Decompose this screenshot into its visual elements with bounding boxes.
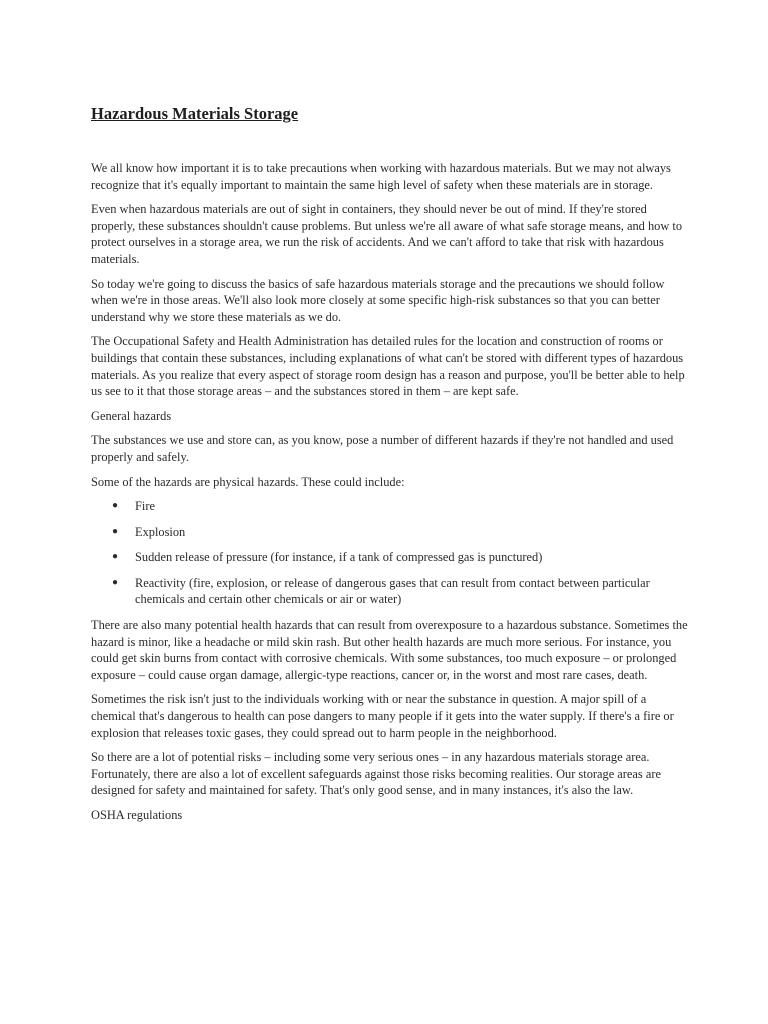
paragraph: Some of the hazards are physical hazards. These could include: <box>91 474 405 489</box>
paragraph: There are also many potential health hazards that can result from overexposure to a hazardous substance. Sometimes the hazard is minor, like a headache or mild skin rash. But other health hazards are much more serious. For instance, you could get skin burns from contact with corrosive chemicals. With some substances, too much exposure – or prolonged exposure – could cause organ damage, allergic-type reactions, cancer or, in the worst and most rare cases, death. <box>91 618 688 682</box>
bullet-icon: ● <box>112 551 119 563</box>
bullet-icon: ● <box>112 576 119 588</box>
physical-hazards-list <box>91 498 691 608</box>
list-item <box>91 524 691 541</box>
bullet-icon: ● <box>112 500 119 512</box>
paragraph: Even when hazardous materials are out of sight in containers, they should never be out of mind. If they're stored properly, these substances shouldn't cause problems. But unless we're all aware of what safe storage means, and how to protect ourselves in a storage area, we run the risk of accidents. And we can't afford to take that risk with hazardous materials. <box>91 202 683 266</box>
bullet-icon: ● <box>112 525 119 537</box>
paragraph: So today we're going to discuss the basics of safe hazardous materials storage and the precautions we should follow when we're in those areas. We'll also look more closely at some specific high-risk substances so that you can better understand why we store these materials as we do. <box>91 276 665 324</box>
document-page <box>91 104 691 832</box>
paragraph: We all know how important it is to take precautions when working with hazardous materials. But we may not always recognize that it's equally important to maintain the same high level of safety when these materials are in storage. <box>91 161 671 192</box>
list-item <box>91 498 691 515</box>
list-item <box>91 549 691 566</box>
paragraph: Sometimes the risk isn't just to the individuals working with or near the substance in question. A major spill of a chemical that's dangerous to health can pose dangers to many people if it gets into the water supply. If there's a fire or explosion that releases toxic gases, they could spread out to harm people in the neighborhood. <box>91 692 674 740</box>
paragraph: The Occupational Safety and Health Administration has detailed rules for the location and construction of rooms or buildings that contain these substances, including explanations of what can't be stored with different types of hazardous materials. As you realize that every aspect of storage room design has a reason and purpose, you'll be better able to help us see to it that those storage areas – and the substances stored in them – are kept safe. <box>91 334 685 399</box>
section-heading-general-hazards: General hazards <box>91 408 172 423</box>
paragraph: The substances we use and store can, as you know, pose a number of different hazards if they're not handled and used properly and safely. <box>91 433 674 464</box>
list-item-text: Explosion <box>135 524 186 539</box>
paragraph: So there are a lot of potential risks – including some very serious ones – in any hazardous materials storage area. Fortunately, there are also a lot of excellent safeguards against those risks becoming realities. Our storage areas are designed for safety and maintained for safety. That's only good sense, and in many instances, it's also the law. <box>91 750 661 798</box>
list-item-text: Sudden release of pressure (for instance, if a tank of compressed gas is punctured) <box>135 550 543 565</box>
list-item-text: Fire <box>135 499 155 514</box>
section-heading-osha: OSHA regulations <box>91 808 183 822</box>
list-item-text: Reactivity (fire, explosion, or release of dangerous gases that can result from contact between particular chemicals and certain other chemicals or air or water) <box>135 575 650 607</box>
list-item <box>91 575 691 608</box>
document-title: Hazardous Materials Storage <box>91 104 299 123</box>
